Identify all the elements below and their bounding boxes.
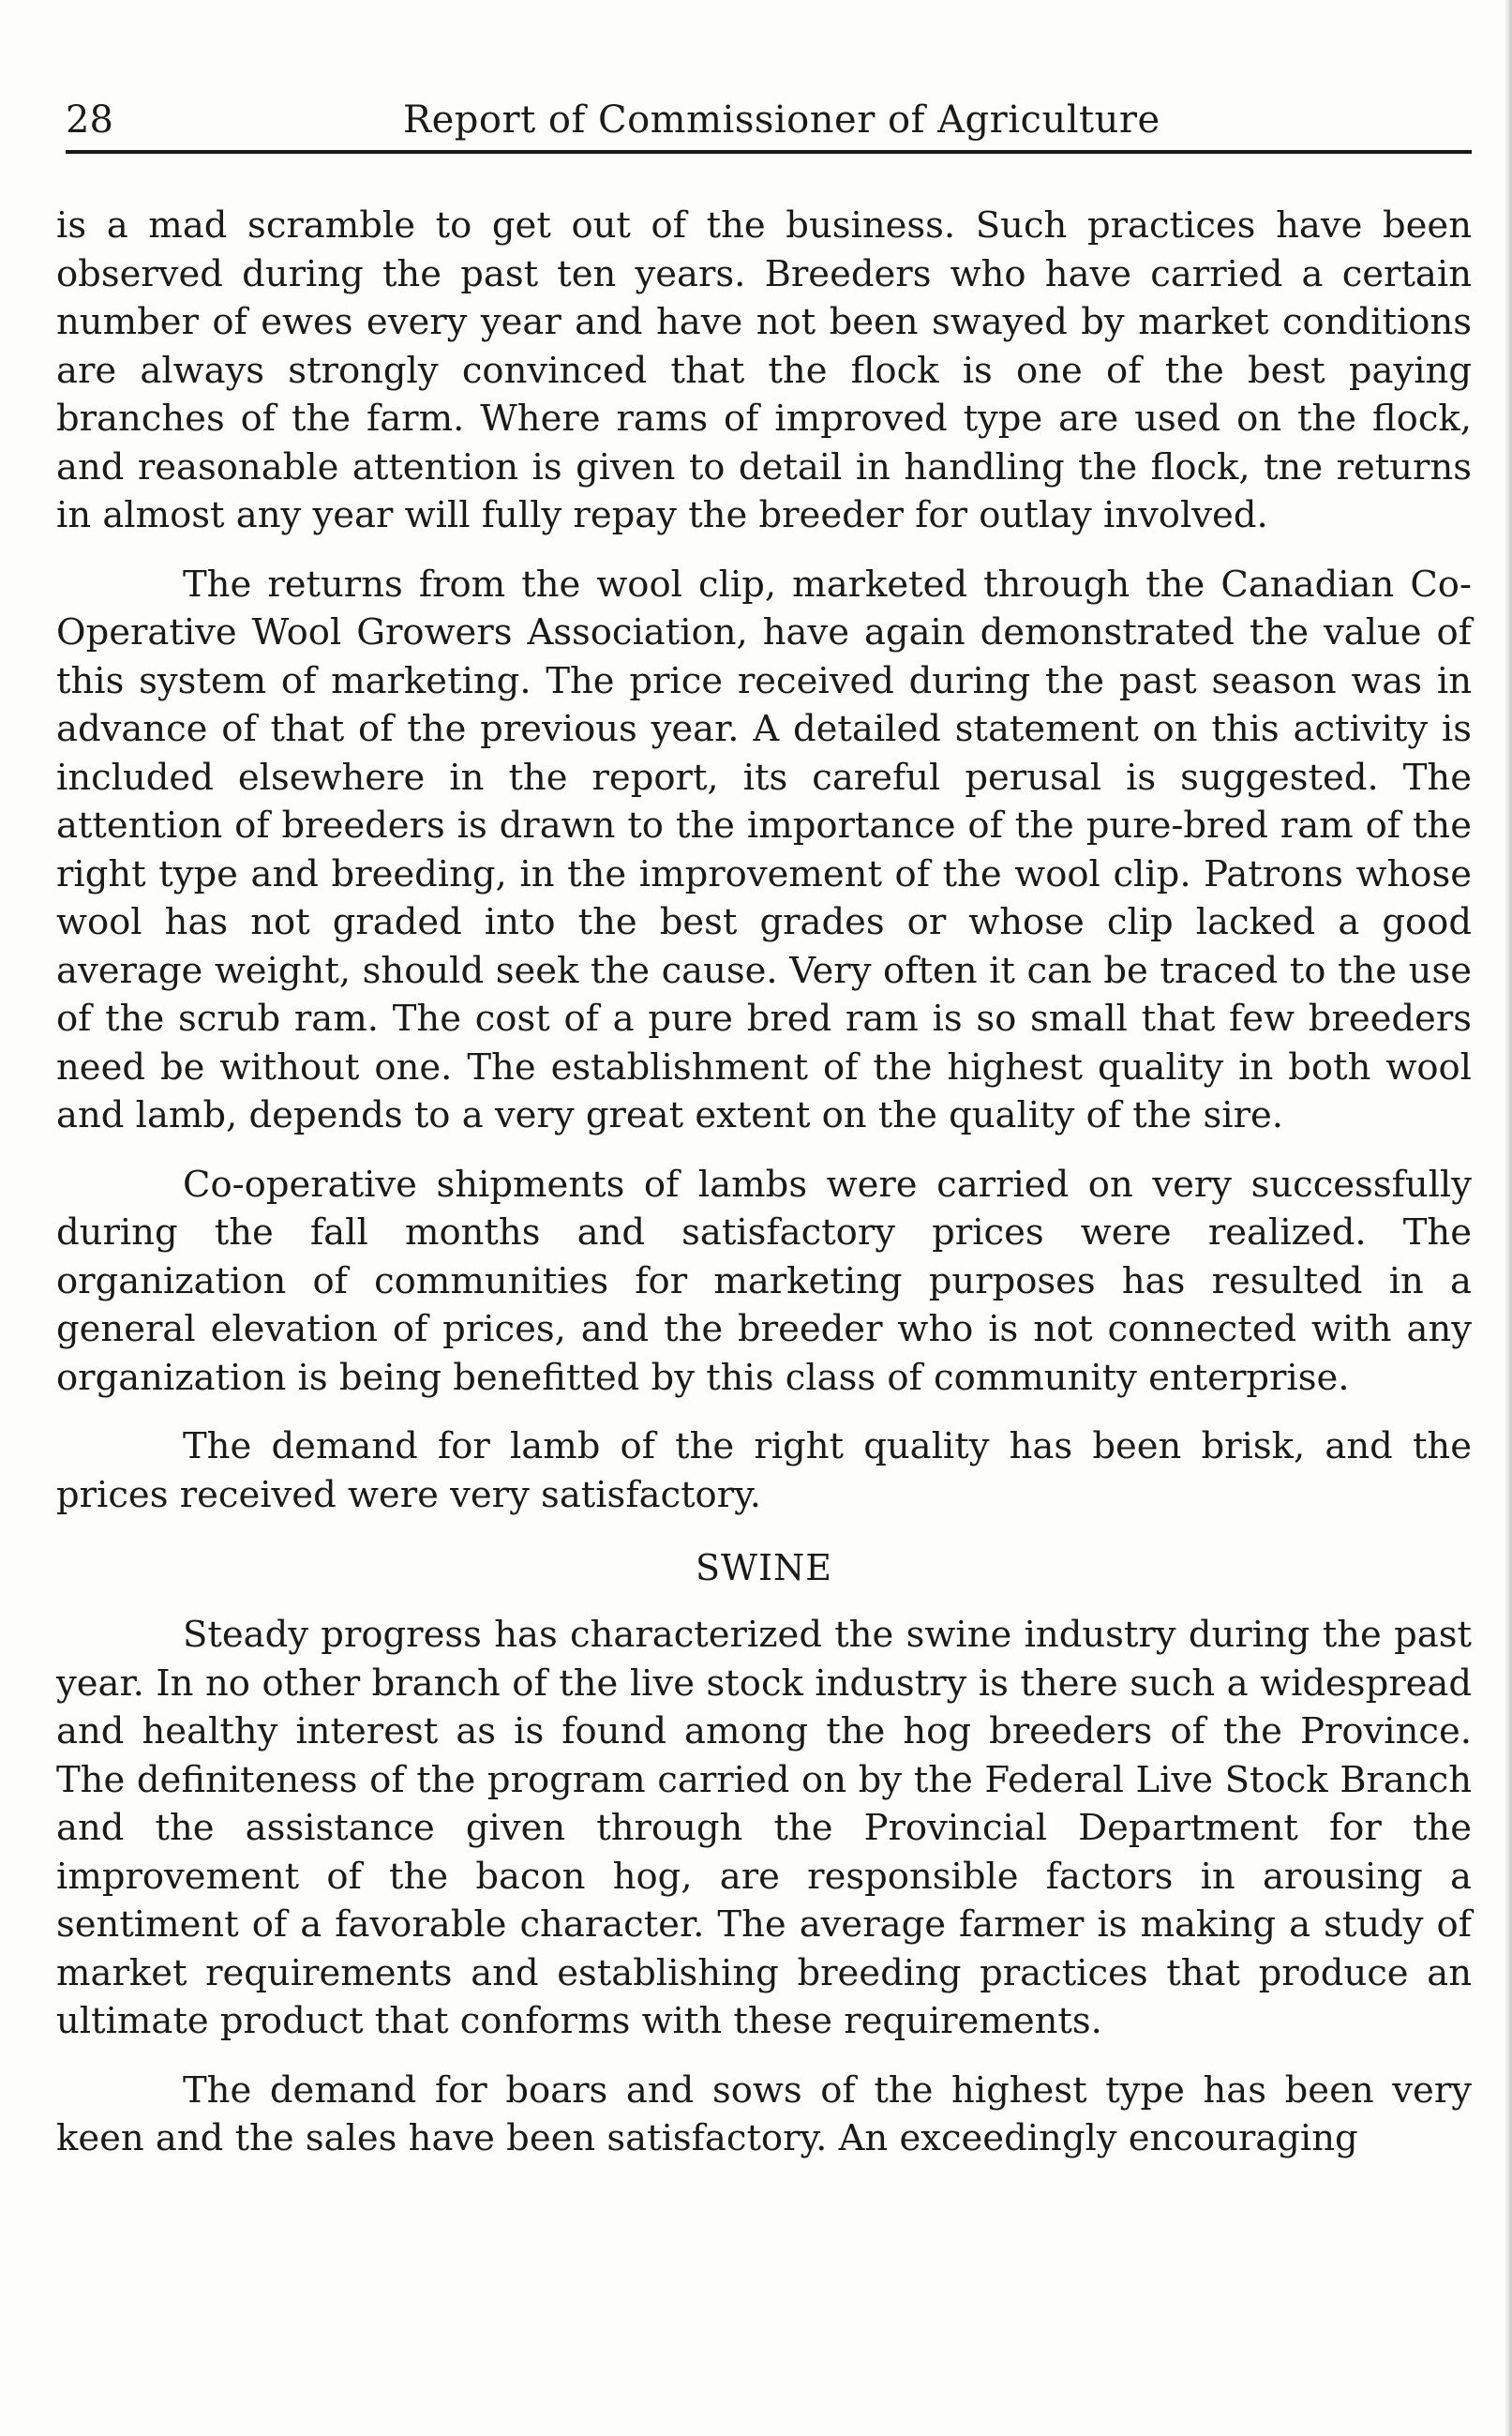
paragraph: Co-operative shipments of lambs were carried on very successfully during the fall months and satisfactory prices were realized. The organization of communities for marketing purposes has resulted in a general elevation of prices, and the breeder who is not connected with any organization is being benefitted by this class of community enterprise.	[56, 1163, 1472, 1399]
paragraph: Steady progress has characterized the swine industry during the past year. In no other branch of the live stock industry is there such a widespread and healthy interest as is found among the hog breeders of the Province. The definiteness of the program carried on by the Federal Live Stock Branch and the assistance given through the Provincial Department for the improvement of the bacon hog, are responsible factors in arousing a sentiment of a favorable character. The average farmer is making a study of market requirements and establishing breeding practices that produce an ultimate product that conforms with these requirements.	[56, 1614, 1472, 2042]
paragraph: The demand for lamb of the right quality has been brisk, and the prices received were very satisfactory.	[56, 1425, 1472, 1516]
page-header	[66, 94, 1472, 154]
page-edge-shadow	[1505, 0, 1512, 2436]
page-number: 28	[66, 98, 113, 142]
running-head: Report of Commissioner of Agriculture	[403, 98, 1160, 142]
paragraph: is a mad scramble to get out of the business. Such practices have been observed during the past ten years. Breeders who have carried a certain number of ewes every year and have not been swayed by market conditions are always strongly convinced that the flock is one of the best paying branches of the farm. Where rams of improved type are used on the flock, and reasonable attention is given to detail in handling the flock, tne returns in almost any year will fully repay the breeder for outlay involved.	[56, 204, 1472, 536]
paragraph: The returns from the wool clip, marketed through the Canadian Co-Operative Wool Growers Association, have again demonstrated the value of this system of marketing. The price received during the past season was in advance of that of the previous year. A detailed statement on this activity is included elsewhere in the report, its careful perusal is suggested. The attention of breeders is drawn to the importance of the pure-bred ram of the right type and breeding, in the improvement of the wool clip. Patrons whose wool has not graded into the best grades or whose clip lacked a good average weight, should seek the cause. Very often it can be traced to the use of the scrub ram. The cost of a pure bred ram is so small that few breeders need be without one. The establishment of the highest quality in both wool and lamb, depends to a very great extent on the quality of the sire.	[56, 563, 1472, 1136]
paragraph: The demand for boars and sows of the highest type has been very keen and the sales have been satisfactory. An exceedingly encouraging	[56, 2068, 1472, 2159]
section-heading: SWINE	[695, 1547, 833, 1588]
body-text	[56, 202, 1472, 2184]
